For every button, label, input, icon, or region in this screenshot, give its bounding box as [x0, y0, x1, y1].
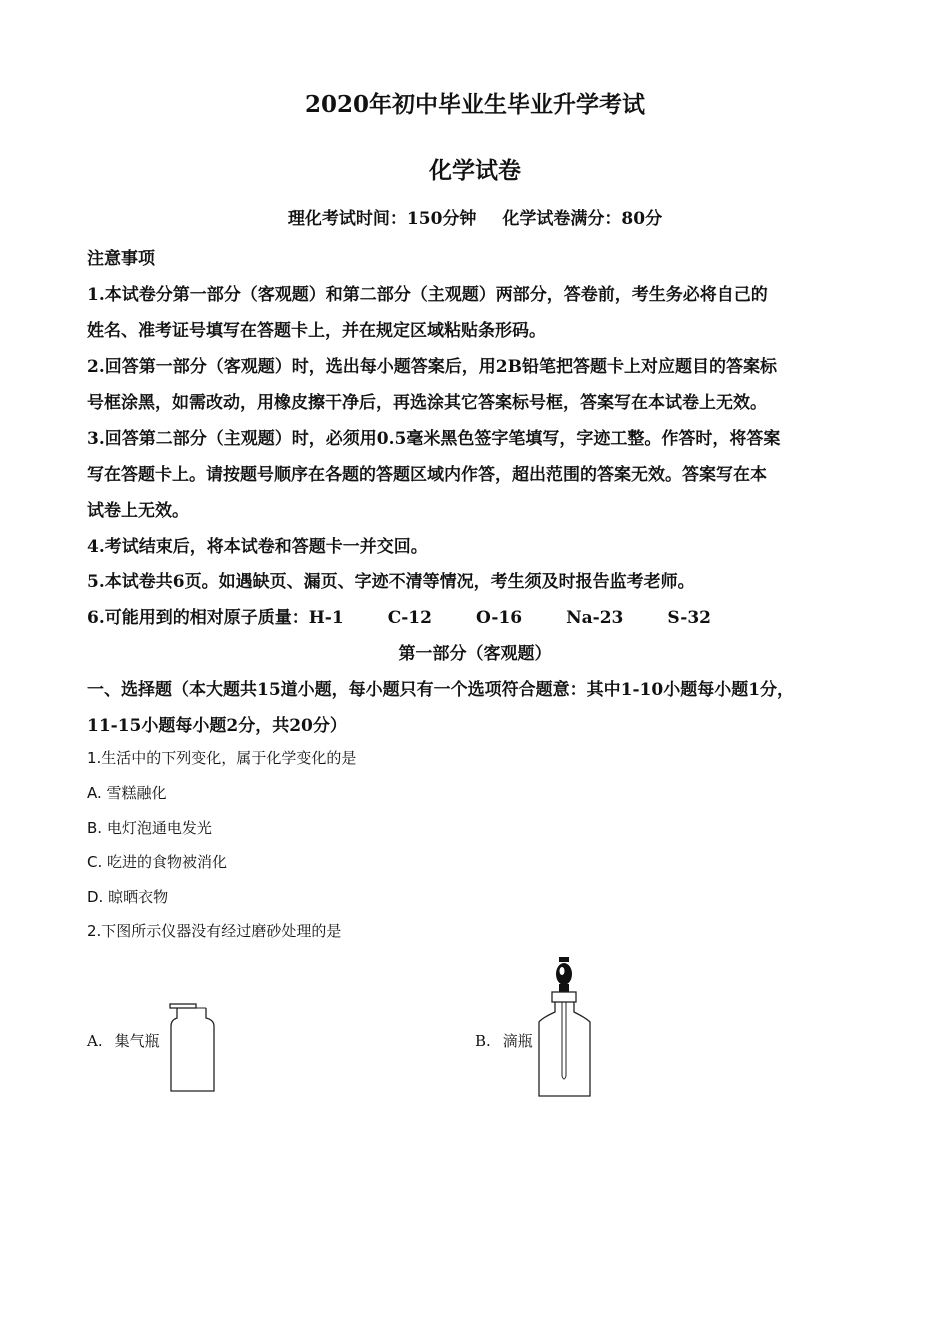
- note-line: 试卷上无效。: [87, 501, 189, 521]
- atomic-mass: O-16: [475, 608, 523, 628]
- time-info: 理化考试时间：150分钟: [287, 209, 477, 229]
- note-line: 写在答题卡上。请按题号顺序在各题的答题区域内作答，超出范围的答案无效。答案写在本: [87, 465, 767, 485]
- note-line: 5.本试卷共6页。如遇缺页、漏页、字迹不清等情况，考生须及时报告监考老师。: [87, 572, 695, 592]
- atomic-mass-label: 6.可能用到的相对原子质量：: [87, 608, 309, 628]
- option-a-label: [87, 1030, 160, 1051]
- question-stem: 2.下图所示仪器没有经过磨砂处理的是: [87, 922, 342, 940]
- section-heading-line: 11-15小题每小题2分，共20分）: [87, 716, 347, 736]
- option-b-label: [475, 1030, 533, 1051]
- question-option: A. 雪糕融化: [87, 784, 167, 802]
- question-option: C. 吃进的食物被消化: [87, 853, 228, 871]
- atomic-mass: H-1: [308, 608, 344, 628]
- section-heading-line: 一、选择题（本大题共15道小题，每小题只有一个选项符合题意：其中1-10小题每小题1分，: [87, 680, 795, 700]
- note-line: 号框涂黑，如需改动，用橡皮擦干净后，再选涂其它答案标号框，答案写在本试卷上无效。: [87, 393, 767, 413]
- dropper-bottle-icon: [530, 952, 602, 1100]
- atomic-mass: Na-23: [566, 608, 624, 628]
- atomic-mass-line: [87, 603, 711, 628]
- note-line: 1.本试卷分第一部分（客观题）和第二部分（主观题）两部分，答卷前，考生务必将自己的: [87, 285, 768, 305]
- exam-title: 2020年初中毕业生毕业升学考试: [304, 91, 645, 118]
- option-letter: A.: [87, 1032, 103, 1050]
- score-info: 化学试卷满分：80分: [502, 209, 663, 229]
- exam-info: [0, 204, 950, 229]
- question-option: B. 电灯泡通电发光: [87, 819, 212, 837]
- part1-heading: 第一部分（客观题）: [398, 644, 552, 664]
- option-name: 滴瓶: [502, 1032, 533, 1050]
- option-letter: B.: [475, 1032, 491, 1050]
- question-option: D. 晾晒衣物: [87, 888, 169, 906]
- gas-collecting-bottle-icon: [162, 998, 224, 1096]
- atomic-mass: S-32: [667, 608, 712, 628]
- note-line: 2.回答第一部分（客观题）时，选出每小题答案后，用2B铅笔把答题卡上对应题目的答案标: [87, 357, 777, 377]
- option-name: 集气瓶: [114, 1032, 160, 1050]
- subject-title: 化学试卷: [429, 157, 521, 184]
- question-stem: 1.生活中的下列变化，属于化学变化的是: [87, 749, 357, 767]
- note-line: 3.回答第二部分（主观题）时，必须用0.5毫米黑色签字笔填写，字迹工整。作答时，将答案: [87, 429, 781, 449]
- notes-heading: 注意事项: [87, 249, 155, 269]
- note-line: 4.考试结束后，将本试卷和答题卡一并交回。: [87, 537, 428, 557]
- atomic-mass: C-12: [387, 608, 432, 628]
- note-line: 姓名、准考证号填写在答题卡上，并在规定区域粘贴条形码。: [87, 321, 546, 341]
